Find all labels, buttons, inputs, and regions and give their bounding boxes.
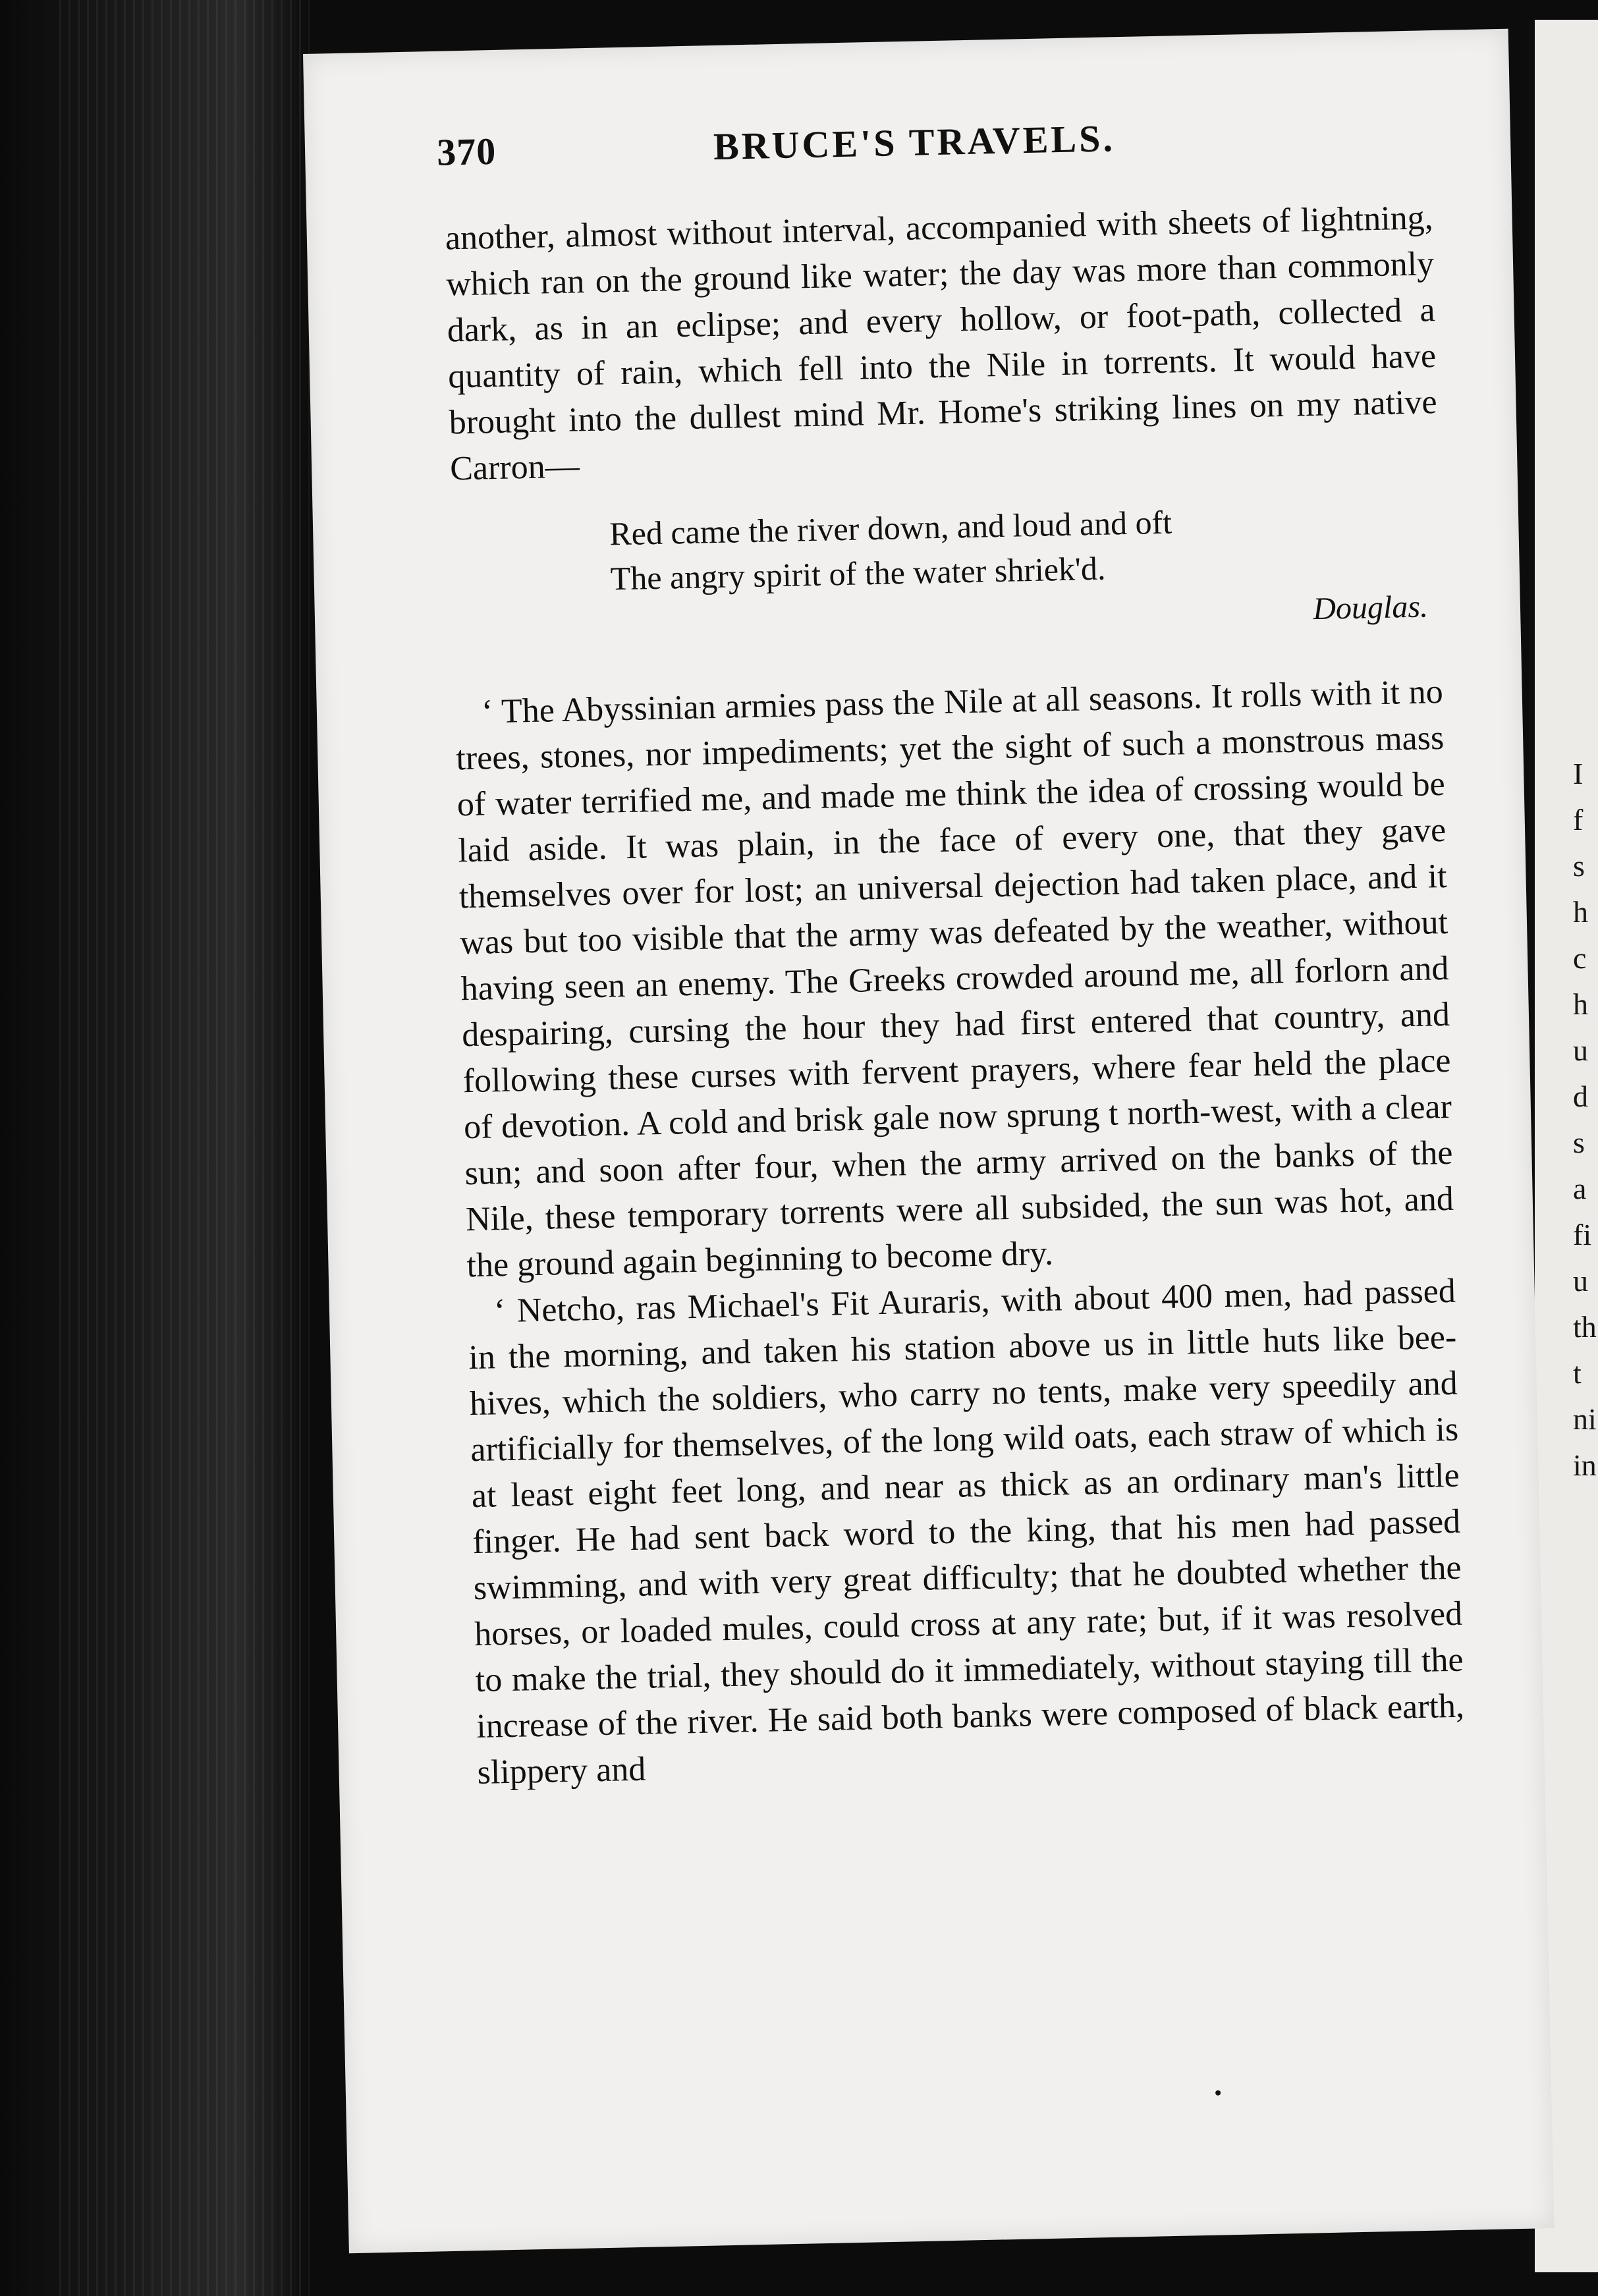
page-header: [436, 111, 1385, 183]
paragraph: ‘ The Abyssinian armies pass the Nile at all seasons. It rolls with it no trees, stones, nor impediments; yet the sight of such a monstrous mass of water terrified me, and made me think the idea of crossing would be laid aside. It was plain, in the face of every one, that they gave themselves over for lost; an universal dejection had taken place, and it was but too visible that the army was defeated by the weather, without having seen an enemy. The Greeks crowded around me, all forlorn and despairing, cursing the hour they had first entered that country, and following these curses with fervent prayers, where fear held the place of devotion. A cold and brisk gale now sprung t north-west, with a clear sun; and soon after four, when the army arrived on the banks of the Nile, these temporary torrents were all subsided, the sun was hot, and the ground again beginning to become dry.: [455, 672, 1454, 1285]
facing-letter: c: [1573, 941, 1587, 975]
facing-page-fragments: [1573, 751, 1598, 1489]
running-head: BRUCE'S TRAVELS.: [713, 117, 1116, 168]
facing-letter: d: [1573, 1080, 1588, 1113]
facing-letter: u: [1573, 1033, 1588, 1067]
facing-letter: th: [1573, 1310, 1597, 1344]
ink-speck: [1215, 2091, 1221, 2096]
facing-letter: I: [1573, 757, 1584, 790]
binding-texture: [59, 0, 310, 2296]
verse-line: The angry spirit of the water shriek'd.: [610, 549, 1107, 597]
facing-letter: u: [1573, 1264, 1588, 1298]
page-body: [445, 195, 1466, 1796]
paragraph: another, almost without interval, accompanied with sheets of lightning, which ran on the ground like water; the day was more than commonly dark, as in an eclipse; and every hollow, or foot-path, collected a quantity of rain, which fell into the Nile in torrents. It would have brought into the dullest mind Mr. Home's striking lines on my native Carron—: [445, 199, 1438, 488]
facing-letter: in: [1573, 1448, 1597, 1482]
paragraph: ‘ Netcho, ras Michael's Fit Auraris, with about 400 men, had passed in the morning, and taken his station above us in little huts like bee-hives, which the soldiers, who carry no tents, make very speedily and artificially for themselves, of the long wild oats, each straw of which is at least eight feet long, and near as thick as an ordinary man's little finger. He had sent back word to the king, that his men had passed swimming, and with very great difficulty; that he doubted whether the horses, or loaded mules, could cross at any rate; but, if it was resolved to make the trial, they should do it immediately, without staying till the increase of the river. He said both banks were composed of black earth, slippery and: [468, 1272, 1465, 1792]
facing-letter: s: [1573, 849, 1585, 883]
page-number: 370: [436, 129, 497, 174]
book-page: [303, 29, 1555, 2254]
facing-letter: a: [1573, 1172, 1587, 1205]
verse-quote: [609, 494, 1441, 601]
facing-letter: fi: [1573, 1218, 1592, 1251]
facing-letter: ni: [1573, 1402, 1597, 1436]
verse-line: Red came the river down, and loud and oft: [609, 503, 1172, 553]
facing-letter: h: [1573, 987, 1588, 1021]
facing-letter: f: [1573, 803, 1584, 836]
facing-letter: t: [1573, 1356, 1582, 1390]
facing-letter: h: [1573, 895, 1588, 929]
verse-attribution: Douglas.: [1312, 589, 1429, 627]
facing-letter: s: [1573, 1126, 1585, 1159]
